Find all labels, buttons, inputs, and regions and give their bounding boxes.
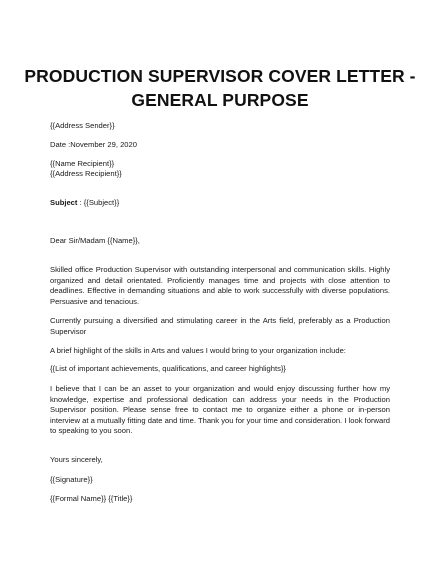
name-recipient: {{Name Recipient}} — [50, 159, 115, 168]
formal-name-title: {{Formal Name}} {{Title}} — [50, 494, 133, 503]
subject-value: : {{Subject}} — [77, 198, 120, 207]
paragraph-career: Currently pursuing a diversified and stimulating career in the Arts field, preferably as a Production Supervisor — [50, 316, 390, 336]
paragraph-summary: Skilled office Production Supervisor with outstanding interpersonal and communication skills. Highly organized and detail orientated. Proficiently manages time and projects with close attention to deadlines. Effective in demanding situations and able to work successfully with diverse populations. Persuasive and tenacious. — [50, 265, 390, 306]
document-title — [20, 64, 420, 112]
subject-line — [50, 198, 119, 208]
signature: {{Signature}} — [50, 475, 93, 484]
letter-date: Date :November 29, 2020 — [50, 140, 137, 149]
address-sender: {{Address Sender}} — [50, 121, 115, 130]
paragraph-closing: I believe that I can be an asset to your organization and would enjoy discussing further how my knowledge, expertise and professional dedication can address your needs in the Production Supervisor position. Please sense free to contact me to organize either a phone or in-person interview at a mutually fitting date and time. Thank you for your time and consideration. I look forward to speaking to you soon. — [50, 384, 390, 436]
salutation: Dear Sir/Madam {{Name}}, — [50, 236, 140, 245]
title-line-1: PRODUCTION SUPERVISOR COVER LETTER - — [24, 66, 416, 86]
paragraph-skills-intro: A brief highlight of the skills in Arts and values I would bring to your organization include: — [50, 346, 346, 355]
closing: Yours sincerely, — [50, 455, 103, 464]
title-line-2: GENERAL PURPOSE — [131, 90, 309, 110]
subject-label: Subject — [50, 198, 78, 207]
paragraph-achievements: {{List of important achievements, qualifications, and career highlights}} — [50, 364, 286, 373]
address-recipient: {{Address Recipient}} — [50, 169, 122, 178]
